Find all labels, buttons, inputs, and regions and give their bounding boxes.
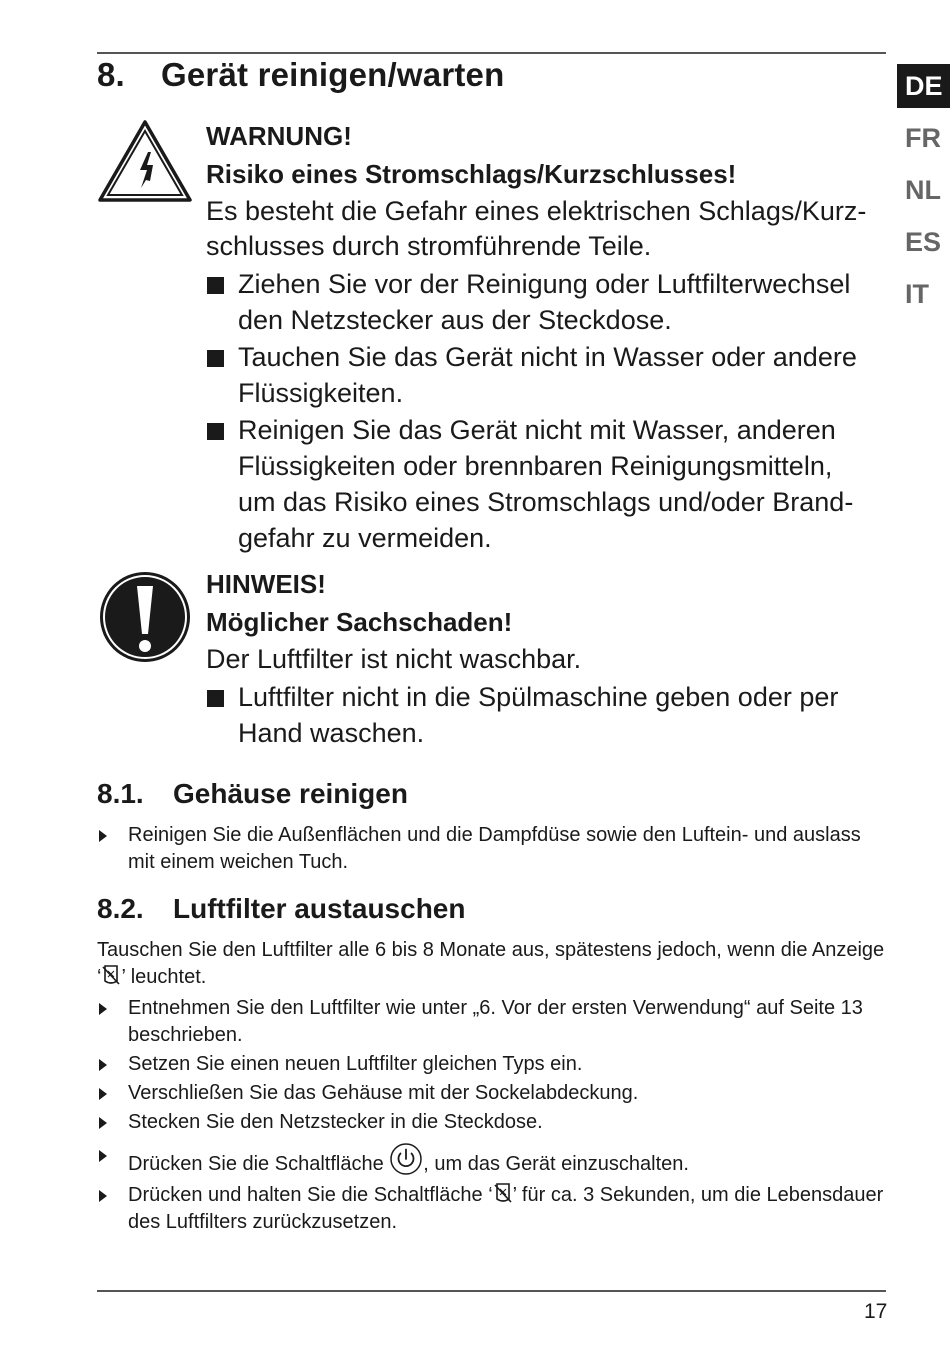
notice-subtitle: Möglicher Sachschaden! bbox=[206, 607, 513, 637]
square-bullet-icon bbox=[207, 277, 224, 294]
square-bullet-icon bbox=[207, 350, 224, 367]
step-arrow-icon bbox=[99, 830, 107, 842]
list-item: Reinigen Sie das Gerät nicht mit Wasser, anderen Flüssigkeiten oder brennbaren Reinigungsmitteln, um das Risiko eines Stromschlags und/oder Brandgefahr zu vermeiden. bbox=[206, 412, 876, 556]
filter-indicator-icon bbox=[493, 1182, 513, 1204]
notice-body: Der Luftfilter ist nicht waschbar. bbox=[206, 644, 582, 674]
step-arrow-icon bbox=[99, 1150, 107, 1162]
section-number: 8. bbox=[97, 56, 125, 93]
warning-body: Es besteht die Gefahr eines elektrischen Schlags/Kurzschlusses durch stromführende Teile. bbox=[206, 196, 867, 261]
subsection-number: 8.2. bbox=[97, 893, 144, 924]
warning-title: WARNUNG! bbox=[206, 121, 352, 151]
list-item: Ziehen Sie vor der Reinigung oder Luftfilterwechsel den Netzstecker aus der Steckdose. bbox=[206, 266, 876, 338]
lang-tab-it[interactable]: IT bbox=[905, 279, 929, 309]
subsection-number: 8.1. bbox=[97, 778, 144, 809]
exclamation-notice-icon bbox=[97, 566, 193, 666]
square-bullet-icon bbox=[207, 690, 224, 707]
filter-steps bbox=[97, 937, 887, 1238]
list-item: Entnehmen Sie den Luftfilter wie unter „6. Vor der ersten Verwendung“ auf Seite 13 beschrieben. bbox=[97, 995, 887, 1049]
filter-indicator-icon bbox=[101, 964, 121, 986]
subsection-title: Luftfilter austauschen bbox=[173, 893, 466, 924]
page-number: 17 bbox=[864, 1300, 888, 1323]
notice-bullet-list bbox=[206, 679, 876, 751]
bottom-rule bbox=[97, 1290, 886, 1292]
subsection-title: Gehäuse reinigen bbox=[173, 778, 408, 809]
step-arrow-icon bbox=[99, 1059, 107, 1071]
high-voltage-warning-icon bbox=[97, 118, 193, 204]
warning-subtitle: Risiko eines Stromschlags/Kurzschlusses! bbox=[206, 159, 737, 189]
language-tabs bbox=[897, 64, 950, 324]
notice-title: HINWEIS! bbox=[206, 569, 326, 599]
list-item: Drücken und halten Sie die Schaltfläche ‘ ’ für ca. 3 Sekunden, um die Lebensdauer des Luftfilters zurückzusetzen. bbox=[97, 1182, 887, 1236]
list-item: Setzen Sie einen neuen Luftfilter gleichen Typs ein. bbox=[97, 1051, 887, 1078]
power-button-icon bbox=[389, 1142, 423, 1176]
warning-bullet-list bbox=[206, 266, 876, 556]
lang-tab-fr[interactable]: FR bbox=[905, 123, 941, 153]
section-heading bbox=[97, 56, 504, 94]
list-item: Luftfilter nicht in die Spülmaschine geben oder per Hand waschen. bbox=[206, 679, 876, 751]
cleaning-steps bbox=[97, 822, 887, 878]
step-arrow-icon bbox=[99, 1190, 107, 1202]
lang-tab-de[interactable]: DE bbox=[897, 64, 950, 108]
filter-intro: Tauschen Sie den Luftfilter alle 6 bis 8 Monate aus, spätestens jedoch, wenn die Anzeige ‘ ’ leuchtet. bbox=[97, 939, 885, 988]
list-item: Drücken Sie die Schaltfläche , um das Gerät einzuschalten. bbox=[97, 1142, 887, 1178]
step-arrow-icon bbox=[99, 1117, 107, 1129]
lang-tab-nl[interactable]: NL bbox=[905, 175, 941, 205]
section-title: Gerät reinigen/warten bbox=[161, 56, 505, 93]
list-item: Stecken Sie den Netzstecker in die Steckdose. bbox=[97, 1109, 887, 1136]
subsection-heading-8-2 bbox=[97, 893, 465, 925]
square-bullet-icon bbox=[207, 423, 224, 440]
step-arrow-icon bbox=[99, 1003, 107, 1015]
subsection-heading-8-1 bbox=[97, 778, 408, 810]
lang-tab-es[interactable]: ES bbox=[905, 227, 942, 257]
list-item: Tauchen Sie das Gerät nicht in Wasser oder andere Flüssigkeiten. bbox=[206, 339, 876, 411]
list-item: Reinigen Sie die Außenflächen und die Dampfdüse sowie den Luftein- und auslass mit einem weichen Tuch. bbox=[97, 822, 887, 876]
list-item: Verschließen Sie das Gehäuse mit der Sockelabdeckung. bbox=[97, 1080, 887, 1107]
top-rule bbox=[97, 52, 886, 54]
step-arrow-icon bbox=[99, 1088, 107, 1100]
